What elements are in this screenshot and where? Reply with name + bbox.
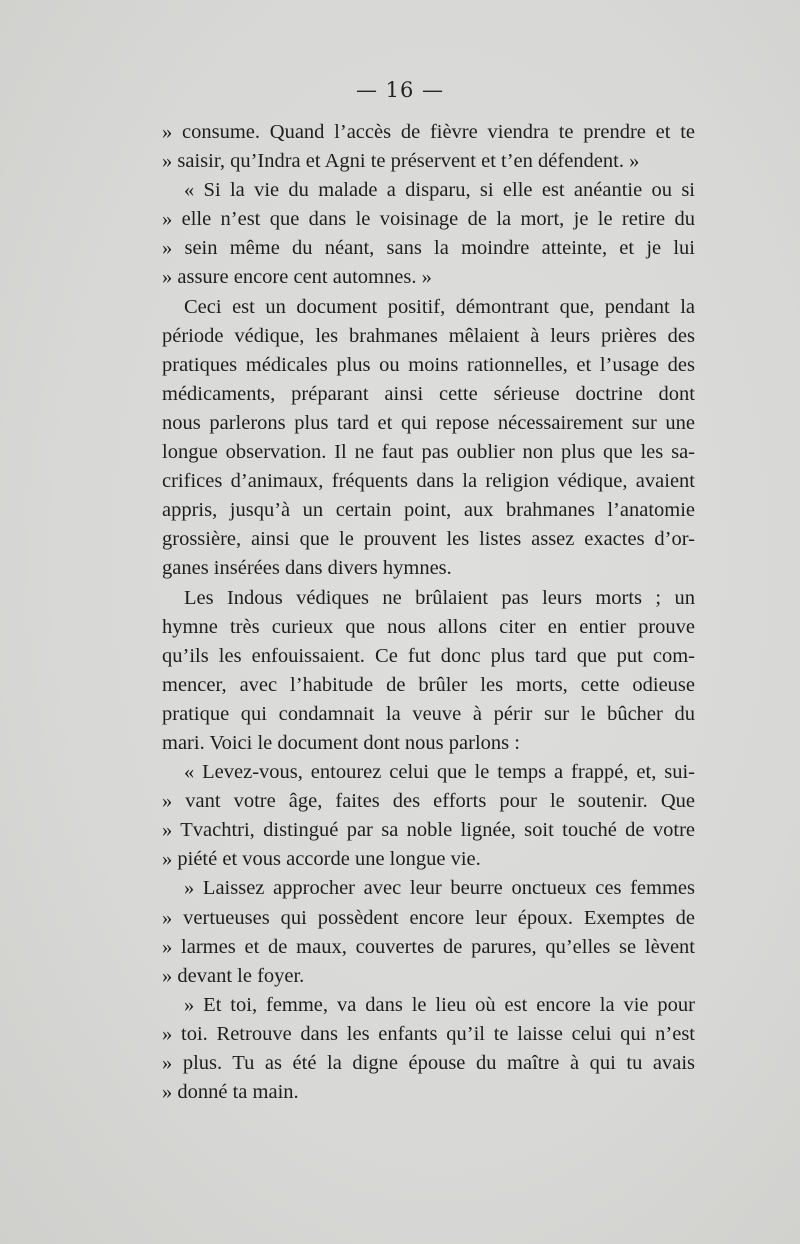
text-line: » saisir, qu’Indra et Agni te préservent et t’en défendent. » [162,150,640,173]
text-line: mari. Voici le document dont nous parlons : [162,731,520,754]
text-line: médicaments, préparant ainsi cette sérieuse doctrine dont [162,382,695,405]
text-line: » consume. Quand l’accès de fièvre viendra te prendre et te [162,121,695,143]
text-line: » Laissez approcher avec leur beurre onctueux ces femmes [184,877,695,900]
text-line: pratiques médicales plus ou moins rationnelles, et l’usage des [162,353,695,376]
text-line: » Tvachtri, distingué par sa noble lignée, soit touché de votre [162,819,695,842]
text-line: » assure encore cent automnes. » [162,266,432,289]
text-line: » sein même du néant, sans la moindre atteinte, et je lui [162,237,695,260]
text-line: » elle n’est que dans le voisinage de la mort, je le retire du [162,208,695,231]
text-line: » toi. Retrouve dans les enfants qu’il te laisse celui qui n’est [162,1022,695,1045]
text-line: période védique, les brahmanes mêlaient à leurs prières des [162,324,695,347]
body-text [162,118,695,1107]
text-line: » larmes et de maux, couvertes de parures, qu’elles se lèvent [162,935,695,958]
text-line: nous parlerons plus tard et qui repose nécessairement sur une [162,411,695,434]
text-line: » donné ta main. [162,1081,299,1104]
text-line: Les Indous védiques ne brûlaient pas leurs morts ; un [184,586,695,609]
text-line: » piété et vous accorde une longue vie. [162,848,481,871]
text-line: » vertueuses qui possèdent encore leur époux. Exemptes de [162,906,695,929]
text-line: grossière, ainsi que le prouvent les listes assez exactes d’or- [162,528,695,551]
text-line: « Levez-vous, entourez celui que le temps a frappé, et, sui- [184,761,695,784]
text-line: appris, jusqu’à un certain point, aux brahmanes l’anatomie [162,499,695,522]
page-number: — 16 — [355,78,445,102]
text-line: pratique qui condamnait la veuve à périr sur le bûcher du [162,702,695,725]
text-line: « Si la vie du malade a disparu, si elle est anéantie ou si [184,179,695,202]
text-line: qu’ils les enfouissaient. Ce fut donc plus tard que put com- [162,644,695,667]
text-line: crifices d’animaux, fréquents dans la religion védique, avaient [162,470,695,493]
text-line: » devant le foyer. [162,964,305,987]
text-line: » Et toi, femme, va dans le lieu où est encore la vie pour [184,993,695,1016]
text-line: longue observation. Il ne faut pas oublier non plus que les sa- [162,441,695,464]
text-line: » vant votre âge, faites des efforts pour le soutenir. Que [162,790,695,813]
text-line: » plus. Tu as été la digne épouse du maître à qui tu avais [162,1052,695,1074]
text-line: ganes insérées dans divers hymnes. [162,557,452,580]
text-line: Ceci est un document positif, démontrant que, pendant la [184,295,695,318]
text-line: mencer, avec l’habitude de brûler les morts, cette odieuse [162,673,695,696]
text-line: hymne très curieux que nous allons citer en entier prouve [162,615,695,638]
